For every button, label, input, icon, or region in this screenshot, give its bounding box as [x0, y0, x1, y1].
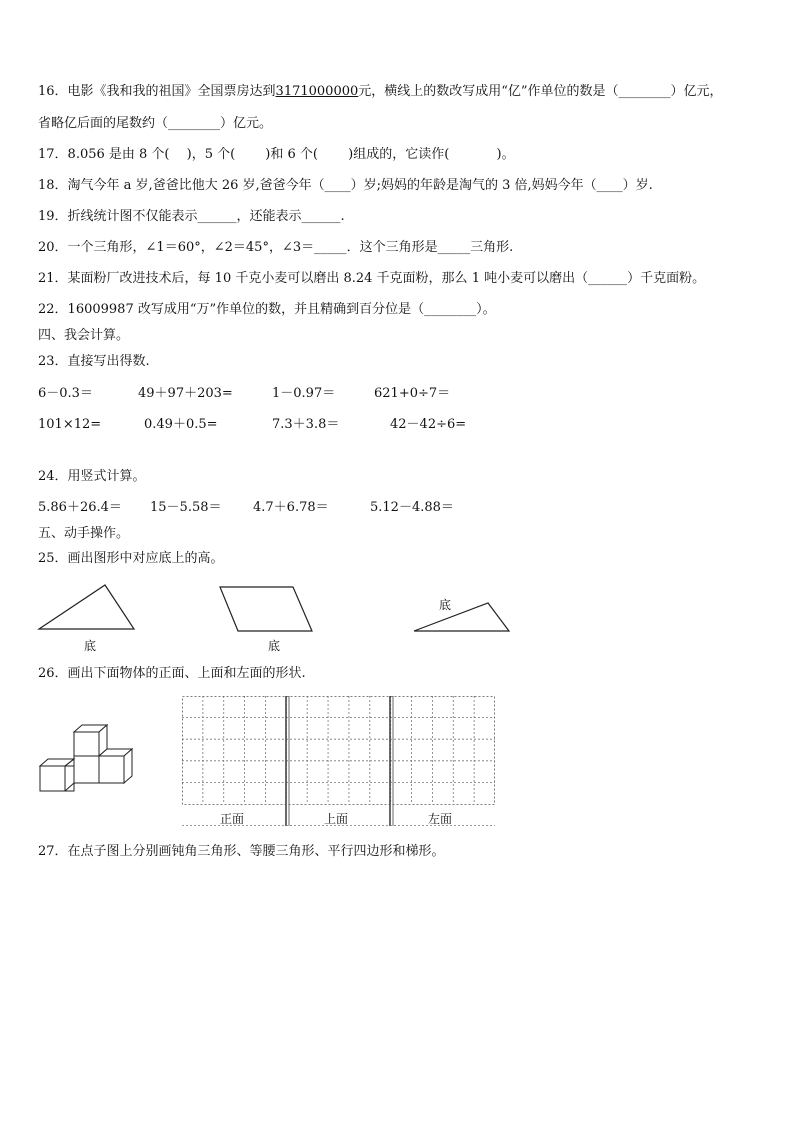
calc-item: 49＋97＋203= [138, 386, 233, 401]
calc-item: 7.3＋3.8＝ [272, 417, 340, 432]
calc-item: 5.12－4.88＝ [370, 500, 454, 515]
base-label-2: 底 [268, 639, 281, 653]
section-4-heading: 四、我会计算。 [38, 328, 130, 343]
section-5-heading: 五、动手操作。 [38, 526, 130, 541]
calc-item: 4.7＋6.78＝ [253, 500, 329, 515]
calc-item: 621+0÷7＝ [374, 386, 451, 401]
parallelogram-figure [216, 584, 316, 634]
drawing-grid [182, 696, 496, 826]
question-23-title: 23．直接写出得数. [38, 354, 150, 369]
calc-item: 6－0.3＝ [38, 386, 93, 401]
calc-item: 42－42÷6= [390, 417, 467, 432]
q16-number: 3171000000 [275, 84, 359, 99]
calc-item: 15－5.58＝ [150, 500, 222, 515]
calc-item: 1－0.97＝ [272, 386, 336, 401]
triangle-figure-3 [412, 600, 512, 634]
calc-item: 5.86＋26.4＝ [38, 500, 122, 515]
triangle-figure-1 [36, 582, 146, 632]
question-19: 19．折线统计图不仅能表示______，还能表示______. [38, 209, 345, 224]
cube-stack-figure [36, 718, 146, 798]
q16-prefix: 16．电影《我和我的祖国》全国票房达到 [38, 84, 276, 99]
question-24-title: 24．用竖式计算。 [38, 469, 146, 484]
question-25-title: 25．画出图形中对应底上的高。 [38, 551, 224, 566]
calc-item: 0.49＋0.5= [144, 417, 218, 432]
q16-suffix: 元，横线上的数改写成用“亿”作单位的数是（________）亿元， [358, 84, 723, 99]
question-20: 20．一个三角形，∠1＝60°，∠2＝45°，∠3＝_____．这个三角形是_____三角形. [38, 240, 514, 255]
base-label-1: 底 [84, 639, 97, 653]
question-16-line-2: 省略亿后面的尾数约（________）亿元。 [38, 116, 273, 131]
calc-item: 101×12= [38, 417, 102, 432]
question-21: 21．某面粉厂改进技术后，每 10 千克小麦可以磨出 8.24 千克面粉，那么 1 吨小麦可以磨出（______）千克面粉。 [38, 271, 706, 286]
front-view-label: 正面 [220, 812, 245, 826]
question-17: 17．8.056 是由 8 个( )，5 个( )和 6 个( )组成的，它读作( )。 [38, 147, 515, 162]
left-view-label: 左面 [428, 812, 453, 826]
base-label-3: 底 [439, 598, 452, 612]
question-22: 22．16009987 改写成用“万”作单位的数，并且精确到百分位是（________）。 [38, 302, 496, 317]
top-view-label: 上面 [324, 812, 349, 826]
question-27: 27．在点子图上分别画钝角三角形、等腰三角形、平行四边形和梯形。 [38, 844, 445, 859]
question-18: 18．淘气今年 a 岁,爸爸比他大 26 岁,爸爸今年（____）岁;妈妈的年龄是淘气的 3 倍,妈妈今年（____）岁. [38, 178, 653, 193]
question-26-title: 26．画出下面物体的正面、上面和左面的形状. [38, 666, 306, 681]
question-16-line-1 [38, 83, 723, 101]
